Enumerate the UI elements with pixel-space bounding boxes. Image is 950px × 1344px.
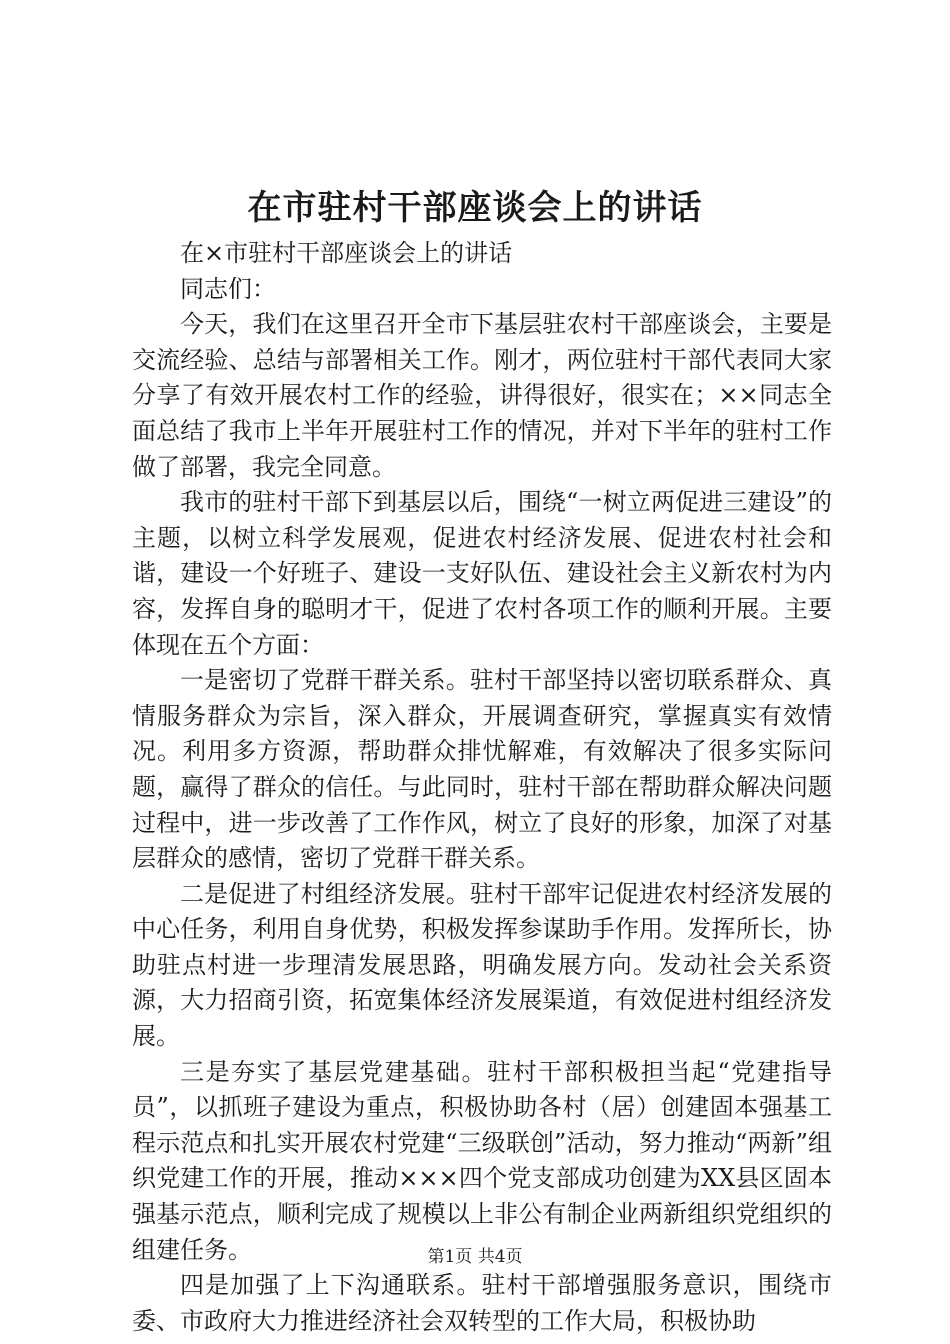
body-paragraph: 三是夯实了基层党建基础。驻村干部积极担当起“党建指导员”，以抓班子建设为重点，积极协助各村（居）创建固本强基工程示范点和扎实开展农村党建“三级联创”活动，努力推动“两新”组织党建工作的开展，推动×××四个党支部成功创建为XX县区固本强基示范点，顺利完成了规模以上非公有制企业两新组织党组织的组建任务。: [132, 1057, 832, 1264]
document-body: [132, 236, 832, 1339]
salutation-paragraph: 同志们：: [180, 274, 276, 303]
page-number-footer: 第1页 共4页: [427, 1247, 523, 1267]
body-paragraph: 一是密切了党群干群关系。驻村干部坚持以密切联系群众、真情服务群众为宗旨，深入群众，开展调查研究，掌握真实有效情况。利用多方资源，帮助群众排忧解难，有效解决了很多实际问题，赢得了群众的信任。与此同时，驻村干部在帮助群众解决问题过程中，进一步改善了工作作风，树立了良好的形象，加深了对基层群众的感情，密切了党群干群关系。: [132, 666, 832, 873]
body-paragraph: 四是加强了上下沟通联系。驻村干部增强服务意识，围绕市委、市政府大力推进经济社会双转型的工作大局，积极协助: [132, 1271, 832, 1335]
body-paragraph: 我市的驻村干部下到基层以后，围绕“一树立两促进三建设”的主题，以树立科学发展观，促进农村经济发展、促进农村社会和谐，建设一个好班子、建设一支好队伍、建设社会主义新农村为内容，发挥自身的聪明才干，促进了农村各项工作的顺利开展。主要体现在五个方面：: [132, 488, 832, 659]
subtitle-paragraph: 在×市驻村干部座谈会上的讲话: [180, 239, 513, 267]
body-paragraph: 二是促进了村组经济发展。驻村干部牢记促进农村经济发展的中心任务，利用自身优势，积极发挥参谋助手作用。发挥所长，协助驻点村进一步理清发展思路，明确发展方向。发动社会关系资源，大力招商引资，拓宽集体经济发展渠道，有效促进村组经济发展。: [132, 879, 832, 1051]
document-title: 在市驻村干部座谈会上的讲话: [247, 188, 703, 228]
body-paragraph: 今天，我们在这里召开全市下基层驻农村干部座谈会，主要是交流经验、总结与部署相关工作。刚才，两位驻村干部代表同大家分享了有效开展农村工作的经验，讲得很好，很实在；××同志全面总结了我市上半年开展驻村工作的情况，并对下半年的驻村工作做了部署，我完全同意。: [132, 310, 832, 481]
